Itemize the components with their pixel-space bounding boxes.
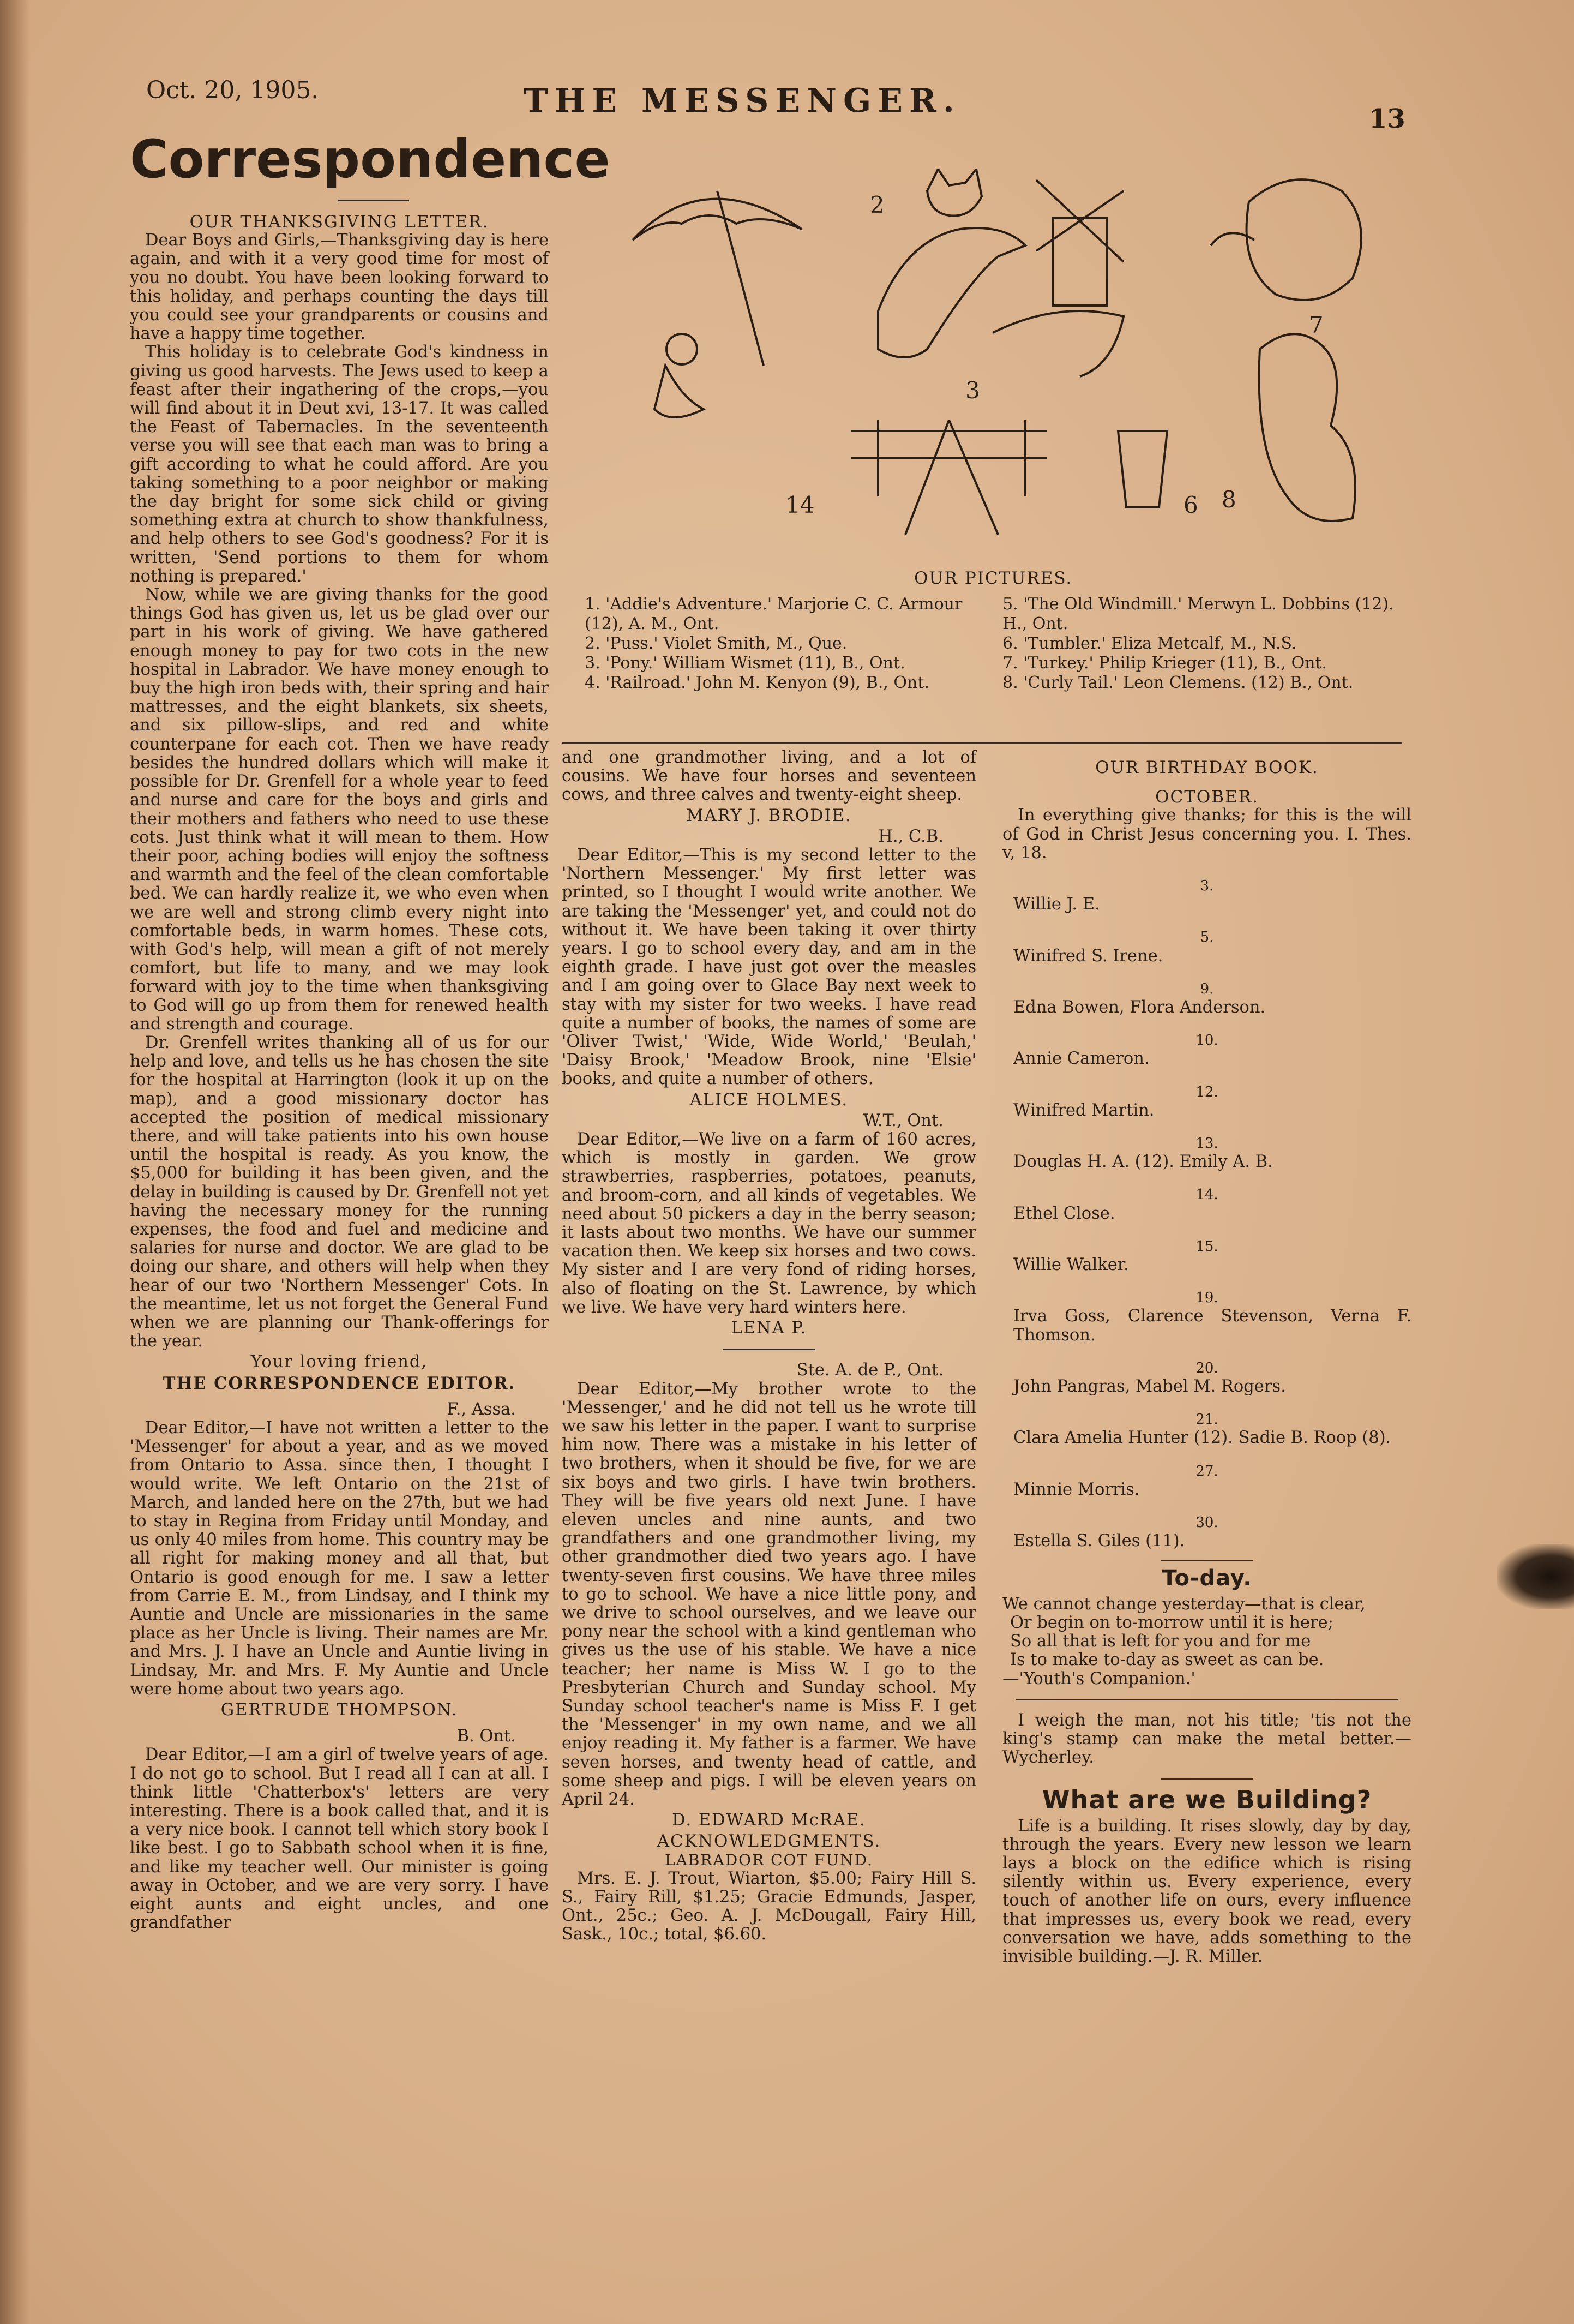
pictures-divider: [562, 742, 1402, 744]
letter-body: and one grandmother living, and a lot of cousins. We have four horses and seventeen cows, and three calves and twenty-eight sheep.: [562, 748, 976, 805]
picture-credit: 1. 'Addie's Adventure.' Marjorie C. C. Armour (12), A. M., Ont.: [585, 595, 963, 633]
letter-place: B. Ont.: [456, 1727, 516, 1746]
paragraph: Dear Boys and Girls,—Thanksgiving day is here again, and with it a very good time for most of you no doubt. You have been looking forward to this holiday, and perhaps counting the days till you could see your grandparents or cousins and have a happy time together.: [130, 231, 549, 344]
closing: Your loving friend,: [250, 1352, 428, 1372]
birthday-date: 14.: [1195, 1187, 1218, 1203]
poem-source: —'Youth's Companion.': [1002, 1669, 1195, 1688]
umbrella-drawing: [633, 199, 802, 240]
birthday-names: Minnie Morris.: [1013, 1480, 1140, 1499]
letter-signature: GERTRUDE THOMPSON.: [220, 1700, 458, 1720]
picture-credit: 3. 'Pony.' William Wismet (11), B., Ont.: [585, 654, 905, 673]
picture-credit: 6. 'Tumbler.' Eliza Metcalf, M., N.S.: [1002, 634, 1297, 653]
today-heading: To-day.: [1162, 1565, 1252, 1591]
poem-line: Or begin on to-morrow until it is here;: [1010, 1613, 1333, 1632]
birthday-book-heading: OUR BIRTHDAY BOOK.: [1095, 758, 1319, 777]
birthday-date: 3.: [1200, 878, 1214, 895]
squirrel-drawing: [1259, 334, 1355, 521]
pictures-title: OUR PICTURES.: [914, 568, 1073, 588]
page-spine-shadow: [0, 0, 30, 2324]
horse-drawing: [878, 228, 1025, 357]
building-text: Life is a building. It rises slowly, day by day, through the years. Every new lesson we learn lays a block on the edifice which is rising silently within us. Every experience, every touch of another life on ours, every influence that impresses us, every book we read, every conversation we have, adds something to the invisible building.—J. R. Miller.: [1002, 1816, 1411, 1966]
windmill-drawing: [1053, 218, 1107, 306]
section-title: Correspondence: [130, 129, 610, 190]
letter-place: F., Assa.: [447, 1399, 516, 1419]
letter-signature: LENA P.: [731, 1319, 807, 1338]
masthead-title: THE MESSENGER.: [524, 82, 961, 120]
birthday-names: Douglas H. A. (12). Emily A. B.: [1013, 1152, 1273, 1172]
birthday-date: 15.: [1195, 1238, 1218, 1255]
poem-line: Is to make to-day as sweet as can be.: [1010, 1650, 1324, 1670]
birthday-date: 27.: [1195, 1463, 1218, 1480]
birthday-names: Clara Amelia Hunter (12). Sadie B. Roop (8).: [1013, 1428, 1391, 1448]
drawing-number: 7: [1309, 312, 1324, 338]
birthday-date: 21.: [1195, 1411, 1218, 1428]
birthday-names: Ethel Close.: [1013, 1203, 1115, 1223]
children-drawings-illustration: [622, 169, 1396, 540]
birthday-date: 12.: [1195, 1083, 1218, 1100]
fund-list: Mrs. E. J. Trout, Wiarton, $5.00; Fairy Hill S. S., Fairy Rill, $1.25; Gracie Edmunds, Jasper, Ont., 25c.; Geo. A. J. McDougall, Fairy Hill, Sask., 10c.; total, $6.60.: [562, 1868, 976, 1944]
divider: [1161, 1560, 1253, 1561]
letter-signature: D. EDWARD McRAE.: [672, 1811, 866, 1830]
drawing-number: 14: [785, 492, 815, 518]
title-divider: [338, 200, 409, 201]
birthday-names: Willie Walker.: [1013, 1255, 1129, 1275]
birthday-date: 9.: [1200, 980, 1214, 997]
cat-drawing: [927, 169, 982, 216]
birthday-names: Irva Goss, Clarence Stevenson, Verna F. Thomson.: [1013, 1307, 1411, 1345]
left-column: [130, 213, 549, 1932]
thanksgiving-heading: OUR THANKSGIVING LETTER.: [189, 212, 489, 232]
today-poem: [1002, 1595, 1411, 1688]
birthday-date: 13.: [1195, 1135, 1218, 1152]
birthday-date: 30.: [1195, 1514, 1218, 1531]
birthday-date: 10.: [1195, 1032, 1218, 1049]
picture-credit: 2. 'Puss.' Violet Smith, M., Que.: [585, 634, 848, 653]
middle-column: [562, 748, 976, 1944]
paragraph: Now, while we are giving thanks for the good things God has given us, let us be glad over our part in his work of giving. We have gathered enough money to pay for two cots in the new hospital in Labrador. We have money enough to buy the high iron beds with, their spring and hair mattresses, and the eight blankets, six sheets, and six pillow-slips, and red and white counterpane for each cot. Then we have ready besides the hundred dollars which will make it possible for Dr. Grenfell for a whole year to feed and nurse and care for the boys and girls and their mothers and fathers who need to use these cots. Just think what it will mean to them. How their poor, aching bodies will enjoy the softness and warmth and the feel of the clean comfortable bed. We can hardly realize it, we who even when we are well and strong climb every night into comfortable beds, in warm homes. These cots, with God's help, will mean a gift of not merely comfort, but life to many, and we may look forward with joy to the time when thanksgiving to God will go up from them for renewed health and strength and courage.: [130, 585, 549, 1034]
building-heading: What are we Building?: [1042, 1785, 1372, 1815]
birthday-date: 5.: [1200, 929, 1214, 946]
turkey-drawing: [1247, 179, 1361, 300]
fund-heading: LABRADOR COT FUND.: [665, 1850, 873, 1869]
letter-body: Dear Editor,—My brother wrote to the 'Messenger,' and he did not tell us he wrote till we saw his letter in the paper. I want to surprise him now. There was a mistake in his letter of two brothers, when it should be five, for we are six boys and two girls. I have twin brothers. They will be five years old next June. I have eleven uncles and nine aunts, and two grandfathers and one grandmother living, my other grandmother died two years ago. I have twenty-seven first cousins. We have three miles to go to school. We have a nice little pony, and we drive to school ourselves, and we leave our pony near the school with a kind gentleman who gives us the use of his stable. We have a nice teacher; her name is Miss W. I go to the Presbyterian Church and Sunday school. My Sunday school teacher's name is Miss F. I get the 'Messenger' in my own name, and we all enjoy reading it. My father is a farmer. We have seven horses, and twenty head of cattle, and some sheep and pigs. I will be eleven years on April 24.: [562, 1379, 976, 1809]
ink-stain: [1497, 1544, 1574, 1609]
letter-signature: ALICE HOLMES.: [689, 1090, 849, 1110]
poem-line: We cannot change yesterday—that is clear,: [1002, 1594, 1366, 1614]
paragraph: This holiday is to celebrate God's kindness in giving us good harvests. The Jews used to keep a feast after their ingathering of the crops,—you will find about it in Deut xvi, 13-17. It was called the Feast of Tabernacles. In the seventeenth verse you will see that each man was to bring a gift according to what he could afford. Are you taking something to a poor neighbor or making the day bright for some sick child or giving something extra at church to show thankfulness, and help others to see God's goodness? For it is written, 'Send portions to them for whom nothing is prepared.': [130, 343, 549, 586]
quote: I weigh the man, not his title; 'tis not the king's stamp can make the metal better.—Wycherley.: [1002, 1710, 1411, 1768]
issue-date: Oct. 20, 1905.: [146, 76, 319, 104]
picture-credit: 4. 'Railroad.' John M. Kenyon (9), B., Ont.: [585, 673, 929, 692]
birthday-names: Willie J. E.: [1013, 895, 1100, 914]
letter-body: Dear Editor,—I have not written a letter to the 'Messenger' for about a year, and as we moved from Ontario to Assa. since then, I thought I would write. We left Ontario on the 21st of March, and landed here on the 27th, but we had to stay in Regina from Friday until Monday, and us only 40 miles from home. This country may be all right for making money and all that, but Ontario is good enough for me. I saw a letter from Carrie E. M., from Lindsay, and I think my Auntie and Uncle are missionaries in the same place as her Uncle is living. Their names are Mr. and Mrs. J. I have an Uncle and Auntie living in Lindsay, Mr. and Mrs. F. My Auntie and Uncle were home about two years ago.: [130, 1418, 549, 1699]
editor-signature: THE CORRESPONDENCE EDITOR.: [163, 1373, 516, 1393]
birthday-date: 19.: [1195, 1290, 1218, 1307]
letter-body: Dear Editor,—We live on a farm of 160 acres, which is mostly in garden. We grow strawberries, raspberries, potatoes, peanuts, and broom-corn, and all kinds of vegetables. We need about 50 pickers a day in the berry season; it lasts about two months. We have our summer vacation then. We keep six horses and two cows. My sister and I are very fond of riding horses, also of floating on the St. Lawrence, by which we live. We have very hard winters here.: [562, 1130, 976, 1317]
birthday-date: 20.: [1195, 1359, 1218, 1376]
paragraph: Dr. Grenfell writes thanking all of us for our help and love, and tells us he has chosen the site for the hospital at Harrington (look it up on the map), and a good missionary doctor has accepted the position of medical missionary there, and will take patients into his own house until the hospital is ready. As you know, the $5,000 for building it has been given, and the delay in building is caused by Dr. Grenfell not yet having the necessary money for the running expenses, the food and fuel and medicine and salaries for nurse and doctor. We are glad to be doing our share, and others will help when they hear of our two 'Northern Messenger' Cots. In the meantime, let us not forget the General Fund when we are planning our Thank-offerings for the year.: [130, 1033, 549, 1351]
bible-verse: In everything give thanks; for this is the will of God in Christ Jesus concerning you. I. Thes. v, 18.: [1002, 806, 1411, 862]
picture-credit: 7. 'Turkey.' Philip Krieger (11), B., Ont.: [1002, 654, 1327, 673]
drawing-number: 3: [965, 377, 980, 404]
drawing-number: 6: [1183, 492, 1198, 518]
letter-signature: MARY J. BRODIE.: [686, 806, 852, 825]
letter-place: Ste. A. de P., Ont.: [796, 1361, 944, 1380]
page-number: 13: [1369, 104, 1405, 134]
acknowledgments-heading: ACKNOWLEDGMENTS.: [657, 1831, 881, 1852]
picture-credit: 8. 'Curly Tail.' Leon Clemens. (12) B., Ont.: [1002, 673, 1354, 692]
birthday-names: John Pangras, Mabel M. Rogers.: [1013, 1377, 1286, 1397]
picture-credit: 5. 'The Old Windmill.' Merwyn L. Dobbins (12). H., Ont.: [1002, 595, 1394, 633]
letter-place: W.T., Ont.: [863, 1111, 944, 1130]
divider: [1161, 1778, 1253, 1780]
drawing-number: 8: [1222, 486, 1236, 513]
poem-line: So all that is left for you and for me: [1010, 1632, 1311, 1651]
birthday-names: Winifred Martin.: [1013, 1100, 1155, 1120]
tumbler-drawing: [1118, 431, 1167, 507]
letter-body: Dear Editor,—This is my second letter to the 'Northern Messenger.' My first letter was printed, so I thought I would write another. We are taking the 'Messenger' yet, and could not do without it. We have been taking it over thirty years. I go to school every day, and am in the eighth grade. I have just got over the measles and I am going over to Glace Bay next week to stay with my sister for two weeks. I have read quite a number of books, the names of some are 'Oliver Twist,' 'Wide, Wide World,' 'Beulah,' 'Daisy Brook,' 'Meadow Brook, nine 'Elsie' books, and quite a number of others.: [562, 846, 976, 1089]
pictures-list-left: [585, 595, 999, 693]
drawing-number: 2: [870, 191, 885, 218]
month-heading: OCTOBER.: [1155, 787, 1259, 807]
letter-place: H., C.B.: [878, 826, 944, 846]
birthday-names: Edna Bowen, Flora Anderson.: [1013, 998, 1266, 1017]
divider: [723, 1349, 815, 1350]
pictures-list-right: [1002, 595, 1417, 693]
birthday-names: Annie Cameron.: [1013, 1049, 1150, 1069]
letter-body: Dear Editor,—I am a girl of twelve years of age. I do not go to school. But I read all I can at all. I think little 'Chatterbox's' letters are very interesting. There is a book called that, and it is a very nice book. I cannot tell which story book I like best. I go to Sabbath school when it is fine, and like my teacher well. Our minister is going away in October, and we are very sorry. I have eight aunts and eight uncles, and one grandfather: [130, 1745, 549, 1933]
birthday-names: Winifred S. Irene.: [1013, 946, 1163, 966]
right-column: [1002, 758, 1411, 1966]
divider: [1016, 1699, 1398, 1700]
birthday-names: Estella S. Giles (11).: [1013, 1531, 1185, 1551]
